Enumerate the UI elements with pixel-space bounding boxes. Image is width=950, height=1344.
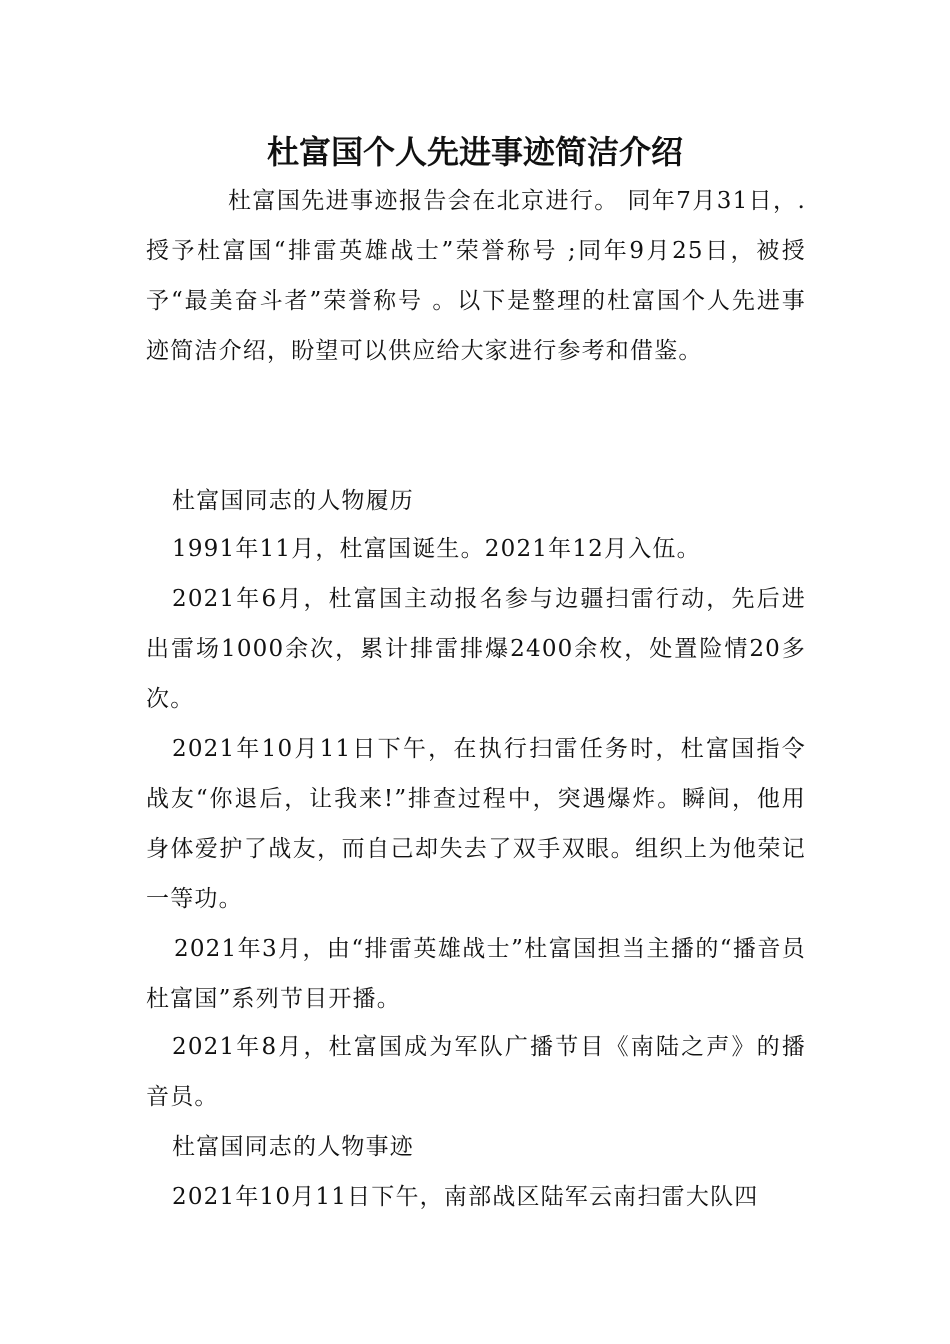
section-heading-deeds: 杜富国同志的人物事迹 [172, 1134, 414, 1160]
paragraph-deeds-start: 2021年10月11日下午，南部战区陆军云南扫雷大队四 [172, 1184, 759, 1210]
document-title: 杜富国个人先进事迹简洁介绍 [266, 133, 683, 171]
section-heading-biography: 杜富国同志的人物履历 [172, 488, 414, 514]
paragraph-2021-june: 2021年6月，杜富国主动报名参与边疆扫雷行动，先后进出雷场1000余次，累计排雷排爆2400余枚，处置险情20多次。 [146, 586, 806, 712]
paragraph-2021-october: 2021年10月11日下午，在执行扫雷任务时，杜富国指令战友“你退后，让我来!”排查过程中，突遇爆炸。瞬间，他用身体爱护了战友，而自己却失去了双手双眼。组织上为他荣记一等功。 [146, 736, 806, 912]
paragraph-2021-march: 2021年3月，由“排雷英雄战士”杜富国担当主播的“播音员杜富国”系列节目开播。 [146, 936, 806, 1012]
paragraph-2021-august: 2021年8月，杜富国成为军队广播节目《南陆之声》的播音员。 [146, 1034, 806, 1110]
paragraph-1991: 1991年11月，杜富国诞生。2021年12月入伍。 [172, 536, 701, 562]
intro-paragraph: 杜富国先进事迹报告会在北京进行。 同年7月31日，.授予杜富国“排雷英雄战士”荣誉称号 ;同年9月25日，被授予“最美奋斗者”荣誉称号 。以下是整理的杜富国个人先进事迹简洁介绍，盼望可以供应给大家进行参考和借鉴。 [146, 188, 806, 364]
